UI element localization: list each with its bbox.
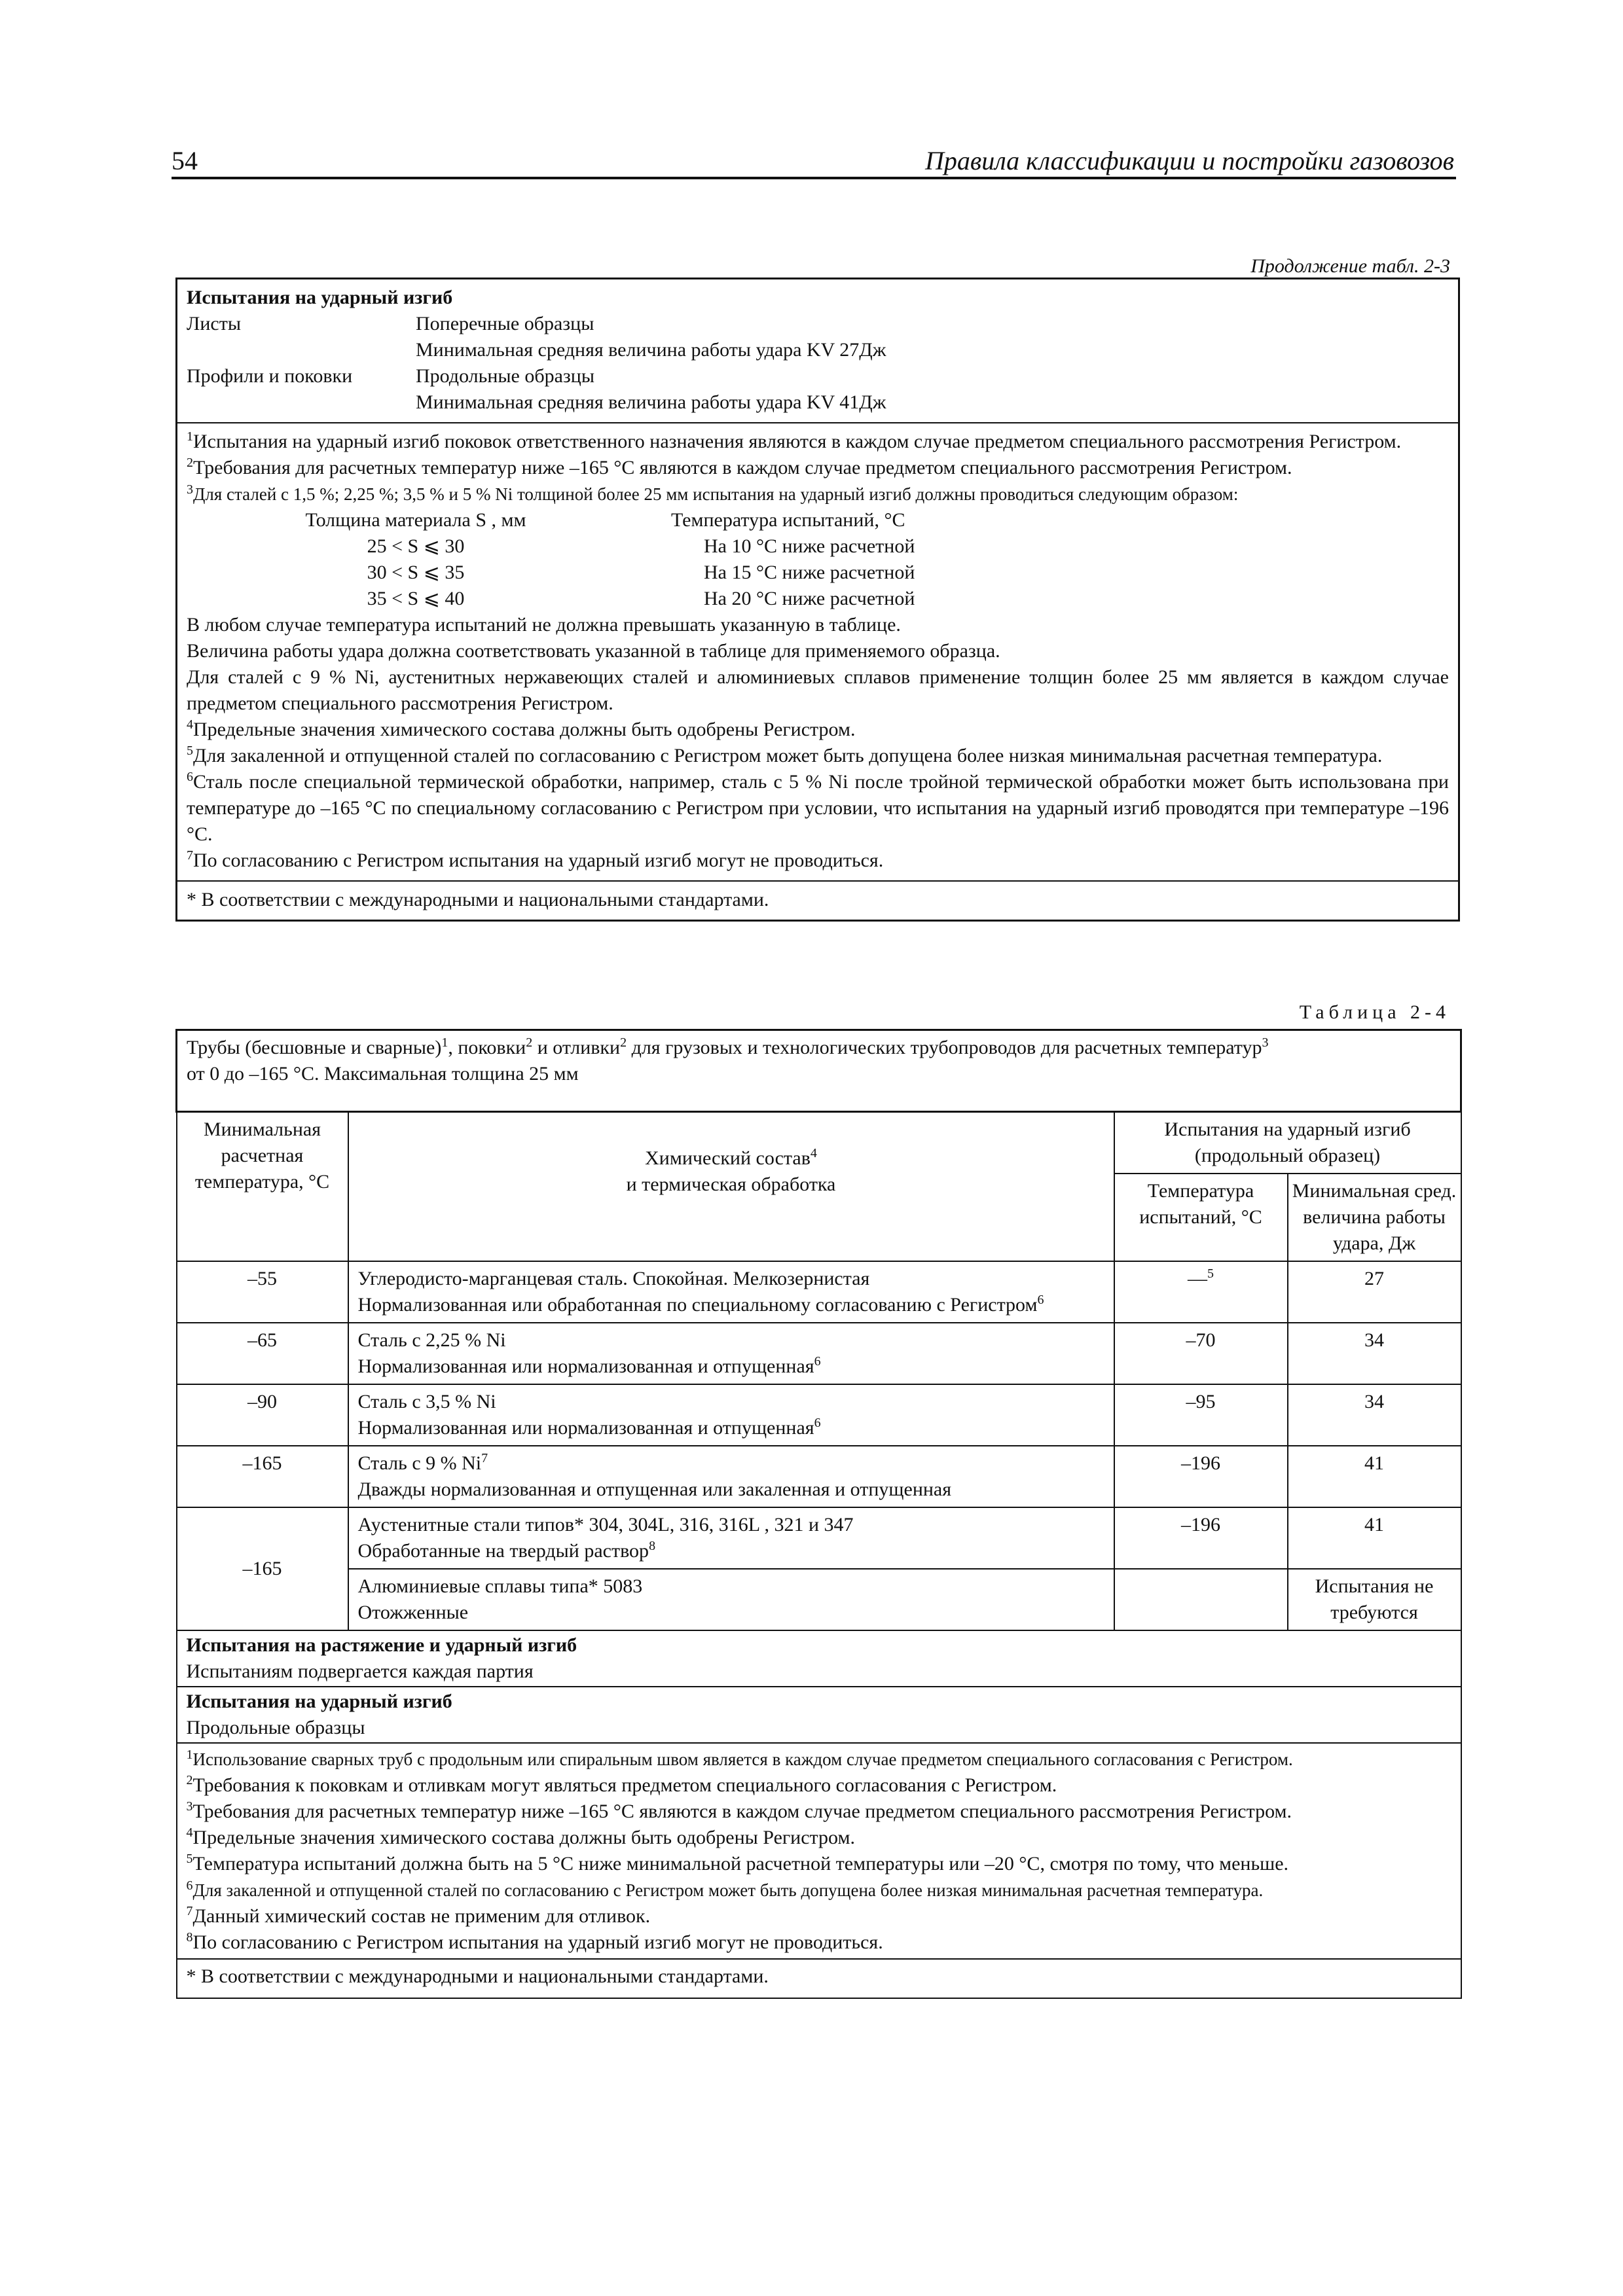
footnote-6: $^6$Сталь после специальной термической обработки, например, сталь с 5 % Ni после тройной термической обработки может быть использована при температуре до –165 °С по специальному согласованию с Регистром при условии, что испытания на ударный изгиб проводятся при температуре –196 °С. <box>187 770 1449 845</box>
footnote-3: $^3$Требования для расчетных температур ниже –165 °С являются в каждом случае предметом специального рассмотрения Регистром. <box>186 1799 1292 1822</box>
impact-title: Испытания на ударный изгиб <box>187 287 453 308</box>
footnotes-section <box>177 1743 1461 1959</box>
standards-note: * В соответствии с международными и национальными стандартами. <box>187 889 769 910</box>
table-row: Алюминиевые сплавы типа* 5083 Отожженные Испытания не требуются <box>177 1569 1461 1630</box>
standards-note: * В соответствии с международными и национальными стандартами. <box>177 1959 1461 1998</box>
table-header-row <box>177 1112 1461 1174</box>
page-number: 54 <box>172 146 198 175</box>
table-2-4-caption: Таблица 2-4 <box>1299 1001 1450 1023</box>
footnote-3: $^3$Для сталей с 1,5 %; 2,25 %; 3,5 % и 5 % Ni толщиной более 25 мм испытания на ударный изгиб должны проводиться следующим образом: <box>187 482 1239 504</box>
footnote-5: $^5$Для закаленной и отпущенной сталей по согласованию с Регистром может быть допущена более низкая минимальная расчетная температура. <box>187 744 1383 766</box>
impact-section <box>177 279 1458 423</box>
footnote-4: $^4$Предельные значения химического состава должны быть одобрены Регистром. <box>186 1825 855 1848</box>
footnote-3-note-1: В любом случае температура испытаний не должна превышать указанную в таблице. <box>187 614 901 636</box>
table-row: –55 Углеродисто-марганцевая сталь. Спокойная. Мелкозернистая Нормализованная или обработанная по специальному согласованию с Регистром$^6$ —$^5$ 27 <box>177 1261 1461 1323</box>
header-rule <box>172 177 1456 179</box>
footnote-1: $^1$Использование сварных труб с продольным или спиральным швом является в каждом случае предметом специального согласования с Регистром. <box>186 1748 1293 1769</box>
impact-row: Профили и поковки Продольные образцы <box>187 365 594 387</box>
footnote-7: $^7$Данный химический состав не применим для отливок. <box>186 1904 651 1927</box>
table-2-4 <box>175 1029 1462 1999</box>
footnote-6: $^6$Для закаленной и отпущенной сталей по согласованию с Регистром может быть допущена более низкая минимальная расчетная температура. <box>186 1878 1264 1900</box>
table-title-row: Трубы (бесшовные и сварные)$^1$, поковки$^2$ и отливки$^2$ для грузовых и технологических трубопроводов для расчетных температур$^3$ от 0 до –165 °С. Максимальная толщина 25 мм <box>177 1030 1461 1112</box>
footnote-4: $^4$Предельные значения химического состава должны быть одобрены Регистром. <box>187 717 856 740</box>
col-head-design-temp: Минимальная расчетная температура, °С <box>177 1112 348 1262</box>
footnote-8: $^8$По согласованию с Регистром испытания на ударный изгиб могут не проводиться. <box>186 1930 883 1953</box>
col-head-energy: Минимальная сред. величина работы удара, Дж <box>1288 1174 1461 1261</box>
footnote-7: $^7$По согласованию с Регистром испытания на ударный изгиб могут не проводиться. <box>187 848 884 871</box>
footnote-5: $^5$Температура испытаний должна быть на 5 °С ниже минимальной расчетной температуры или –20 °С, смотря по тому, что меньше. <box>186 1852 1289 1874</box>
table-2-3-caption: Продолжение табл. 2-3 <box>1250 255 1450 277</box>
col-head-chemistry: Химический состав$^4$ и термическая обработка <box>348 1112 1114 1262</box>
impact-row: Минимальная средняя величина работы удара KV 27Дж <box>416 339 886 361</box>
impact-row: Листы Поперечные образцы <box>187 313 594 334</box>
footnote-3-note-2: Величина работы удара должна соответствовать указанной в таблице для применяемого образца. <box>187 640 1000 662</box>
thickness-subtable-row: 25 < S ⩽ 30 На 10 °С ниже расчетной <box>367 535 915 557</box>
footnote-2: $^2$Требования к поковкам и отливкам могут являться предметом специального согласования с Регистром. <box>186 1773 1057 1796</box>
impact-row: Минимальная средняя величина работы удара KV 41Дж <box>416 391 886 413</box>
col-head-test-temp: Температура испытаний, °С <box>1114 1174 1288 1261</box>
col-head-impact: Испытания на ударный изгиб (продольный образец) <box>1114 1112 1461 1174</box>
table-row: –90 Сталь с 3,5 % Ni Нормализованная или нормализованная и отпущенная$^6$ –95 34 <box>177 1384 1461 1446</box>
thickness-subtable-row: 35 < S ⩽ 40 На 20 °С ниже расчетной <box>367 588 915 609</box>
footnote-3-note-3: Для сталей с 9 % Ni, аустенитных нержавеющих сталей и алюминиевых сплавов применение толщин более 25 мм является в каждом случае предметом специального рассмотрения Регистром. <box>187 666 1449 714</box>
table-row: –65 Сталь с 2,25 % Ni Нормализованная или нормализованная и отпущенная$^6$ –70 34 <box>177 1323 1461 1384</box>
tension-section: Испытания на растяжение и ударный изгиб Испытаниям подвергается каждая партия <box>177 1630 1461 1687</box>
table-row: –165 Сталь с 9 % Ni$^7$ Дважды нормализованная и отпущенная или закаленная и отпущенная –196 41 <box>177 1446 1461 1507</box>
footnote-2: $^2$Требования для расчетных температур ниже –165 °С являются в каждом случае предметом специального рассмотрения Регистром. <box>187 456 1292 478</box>
table-row: –165 Аустенитные стали типов* 304, 304L, 316, 316L , 321 и 347 Обработанные на твердый раствор$^8$ –196 41 <box>177 1507 1461 1569</box>
thickness-subtable-row: 30 < S ⩽ 35 На 15 °С ниже расчетной <box>367 562 915 583</box>
thickness-subtable-head: Толщина материала S , мм Температура испытаний, °С <box>305 509 905 531</box>
impact-section: Испытания на ударный изгиб Продольные образцы <box>177 1687 1461 1743</box>
table-2-3 <box>175 278 1460 922</box>
footnotes-section <box>177 423 1458 882</box>
footnote-1: $^1$Испытания на ударный изгиб поковок ответственного назначения являются в каждом случае предметом специального рассмотрения Регистром. <box>187 429 1402 452</box>
running-title: Правила классификации и постройки газовозов <box>924 146 1454 175</box>
